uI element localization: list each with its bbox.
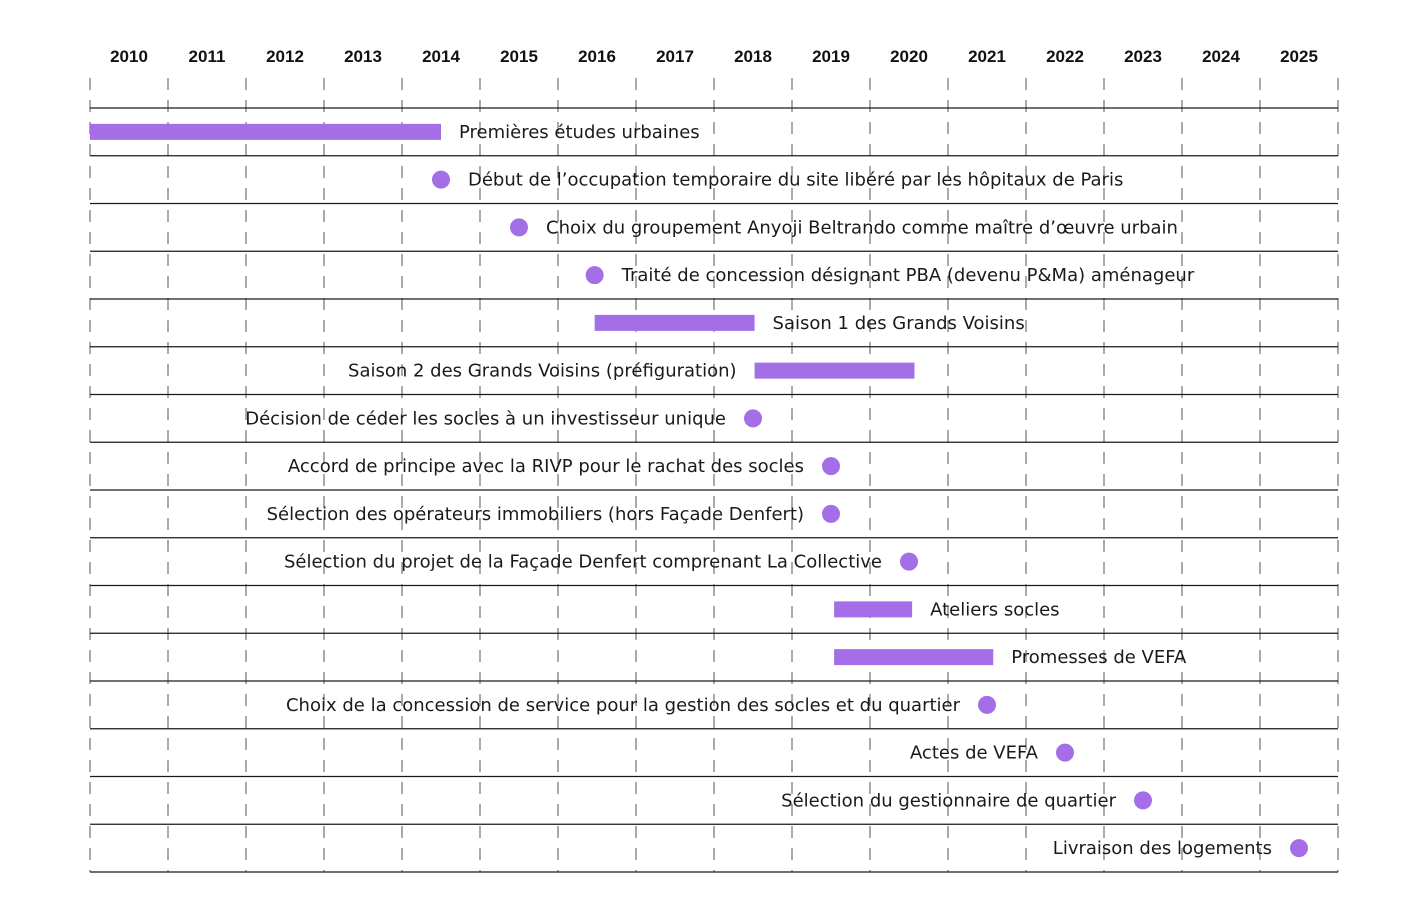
year-label-2017: 2017: [656, 47, 694, 66]
year-label-2015: 2015: [500, 47, 538, 66]
event-label: Saison 2 des Grands Voisins (préfiguration): [348, 360, 737, 382]
event-label: Livraison des logements: [1052, 838, 1272, 860]
year-label-2018: 2018: [734, 47, 772, 66]
year-label-2024: 2024: [1202, 47, 1240, 66]
event-label: Ateliers socles: [930, 599, 1060, 621]
event-dot: [1134, 791, 1152, 809]
event-bar: [834, 601, 912, 617]
year-label-2025: 2025: [1280, 47, 1318, 66]
year-label-2021: 2021: [968, 47, 1006, 66]
event-label: Traité de concession désignant PBA (devenu P&Ma) aménageur: [621, 265, 1195, 287]
event-label: Choix du groupement Anyoji Beltrando comme maître d’œuvre urbain: [546, 217, 1178, 239]
event-dot: [510, 218, 528, 236]
event-dot: [978, 696, 996, 714]
event-dot: [586, 266, 604, 284]
event-label: Choix de la concession de service pour la gestion des socles et du quartier: [285, 694, 960, 716]
year-label-2014: 2014: [422, 47, 460, 66]
year-label-2020: 2020: [890, 47, 928, 66]
event-label: Saison 1 des Grands Voisins: [772, 312, 1025, 334]
event-label: Actes de VEFA: [909, 742, 1038, 764]
event-dot: [822, 505, 840, 523]
event-dot: [1290, 839, 1308, 857]
event-label: Début de l’occupation temporaire du site libéré par les hôpitaux de Paris: [468, 169, 1124, 191]
year-label-2012: 2012: [266, 47, 304, 66]
year-label-2011: 2011: [188, 47, 226, 66]
event-bar: [834, 649, 993, 665]
year-label-2013: 2013: [344, 47, 382, 66]
event-bar: [90, 124, 441, 140]
event-dot: [1056, 744, 1074, 762]
year-axis: [110, 47, 1318, 66]
year-label-2019: 2019: [812, 47, 850, 66]
year-label-2016: 2016: [578, 47, 616, 66]
year-label-2022: 2022: [1046, 47, 1084, 66]
event-bar: [755, 363, 915, 379]
event-bar: [595, 315, 755, 331]
event-label: Décision de céder les socles à un investisseur unique: [245, 408, 726, 430]
event-label: Sélection du projet de la Façade Denfert comprenant La Collective: [283, 551, 882, 573]
event-dot: [744, 409, 762, 427]
event-dot: [822, 457, 840, 475]
event-label: Accord de principe avec la RIVP pour le rachat des socles: [287, 456, 804, 478]
event-dot: [432, 171, 450, 189]
year-label-2023: 2023: [1124, 47, 1162, 66]
event-dot: [900, 553, 918, 571]
event-label: Sélection des opérateurs immobiliers (hors Façade Denfert): [266, 503, 804, 525]
event-label: Sélection du gestionnaire de quartier: [781, 790, 1116, 812]
event-label: Premières études urbaines: [459, 121, 700, 143]
year-label-2010: 2010: [110, 47, 148, 66]
event-label: Promesses de VEFA: [1011, 647, 1187, 669]
